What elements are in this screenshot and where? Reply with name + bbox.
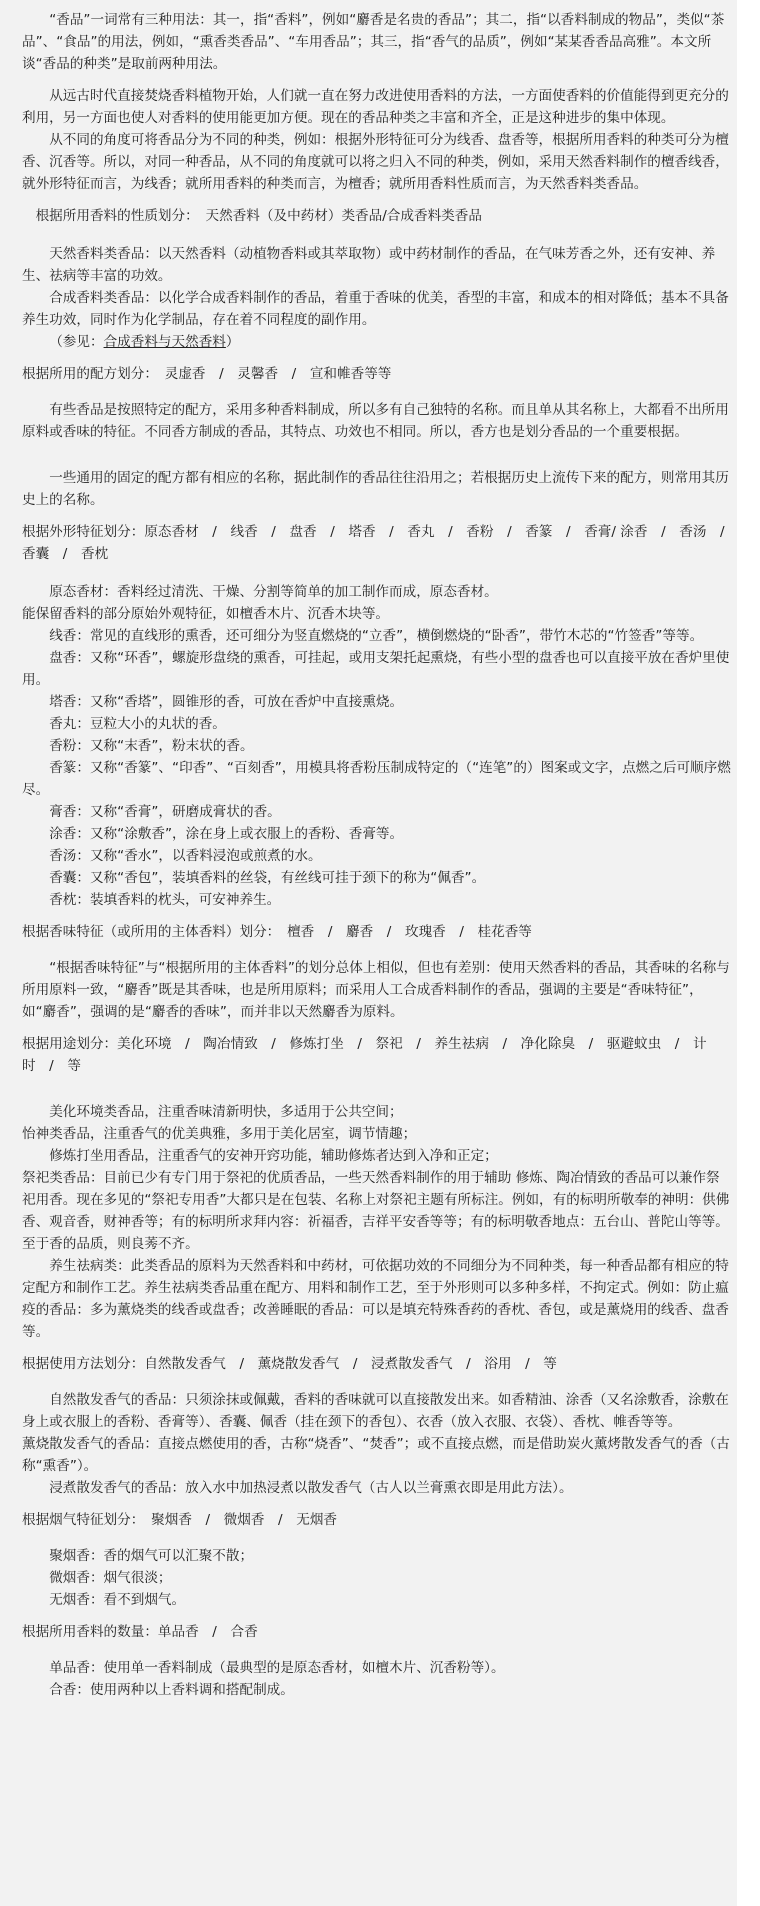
section-heading-method: 根据使用方法划分：自然散发香气 / 薰烧散发香气 / 浸煮散发香气 / 浴用 / 等 [22, 1356, 557, 1372]
section-item: 能保留香料的部分原始外观特征，如檀香木片、沉香木块等。 [22, 606, 390, 622]
section-item: 聚烟香：香的烟气可以汇聚不散； [49, 1548, 254, 1564]
section-item: 自然散发香气的香品：只须涂抹或佩戴，香料的香味就可以直接散发出来。如香精油、涂香（又名涂敷香，涂敷在身上或衣服上的香粉、香膏等）、香囊、佩香（挂在颈下的香包）、衣香（放入衣服、衣袋）、香枕、帷香等等。 [22, 1392, 729, 1430]
section-heading-nature: 根据所用香料的性质划分： 天然香料（及中药材）类香品/合成香料类香品 [35, 208, 482, 224]
section-heading-usage: 根据用途划分：美化环境 / 陶冶情致 / 修炼打坐 / 祭祀 / 养生祛病 / 净化除臭 / 驱避蚊虫 / 计时 / 等 [22, 1036, 707, 1074]
section-item: 合香：使用两种以上香料调和搭配制成。 [49, 1682, 294, 1698]
section-item: 祭祀类香品：目前已少有专门用于祭祀的优质香品，一些天然香料制作的用于辅助 修炼、陶冶情致的香品可以兼作祭祀用香。现在多见的“祭祀专用香”大都只是在包装、名称上对祭祀主题有所标注。例如，有的标明所敬奉的神明：供佛香、观音香，财神香等；有的标明所求拜内容：祈福香，吉祥平安香等等；有的标明敬香地点：五台山、普陀山等等。至于香的品质，则良莠不齐。 [22, 1170, 730, 1252]
section-item: 盘香：又称“环香”，螺旋形盘绕的熏香，可挂起，或用支架托起熏烧，有些小型的盘香也可以直接平放在香炉里使用。 [22, 650, 730, 688]
section-heading-quantity: 根据所用香料的数量：单品香 / 合香 [22, 1624, 258, 1640]
section-item: 薰烧散发香气的香品：直接点燃使用的香，古称“烧香”、“焚香”；或不直接点燃，而是借助炭火薰烤散发香气的香（古称“熏香”）。 [22, 1436, 730, 1474]
section-item: 原态香材：香料经过清洗、干燥、分割等简单的加工制作而成，原态香材。 [49, 584, 498, 600]
section-item: 微烟香：烟气很淡； [49, 1570, 172, 1586]
section-item: 香枕：装填香料的枕头，可安神养生。 [49, 892, 281, 908]
section-item: “根据香味特征”与“根据所用的主体香料”的划分总体上相似，但也有差别：使用天然香料的香品，其香味的名称与所用原料一致，“麝香”既是其香味，也是所用原料；而采用人工合成香料制作的香品，强调的主要是“香味特征”，如“麝香”，强调的是“麝香的香味”，而并非以天然麝香为原料。 [22, 960, 730, 1020]
section-item: 香篆：又称“香篆”、“印香”、“百刻香”，用模具将香粉压制成特定的（“连笔”的）图案或文字，点燃之后可顺序燃尽。 [22, 760, 731, 798]
section-item: 美化环境类香品，注重香味清新明快，多适用于公共空间； [49, 1104, 403, 1120]
history-paragraph: 从远古时代直接焚烧香料植物开始，人们就一直在努力改进使用香料的方法，一方面使香料的价值能得到更充分的利用，另一方面也使人对香料的使用能更加方便。现在的香品种类之丰富和齐全，正是这种进步的集中体现。 [22, 88, 729, 126]
section-item: 香粉：又称“末香”，粉末状的香。 [49, 738, 254, 754]
angles-paragraph: 从不同的角度可将香品分为不同的种类，例如：根据外形特征可分为线香、盘香等，根据所用香料的种类可分为檀香、沉香等。所以，对同一种香品，从不同的角度就可以将之归入不同的种类，例如，采用天然香料制作的檀香线香，就外形特征而言，为线香；就所用香料的种类而言，为檀香；就所用香料性质而言，为天然香料类香品。 [22, 132, 729, 192]
section-item: 天然香料类香品：以天然香料（动植物香料或其萃取物）或中药材制作的香品，在气味芳香之外，还有安神、养生、祛病等丰富的功效。 [22, 246, 716, 284]
section-item: 一些通用的固定的配方都有相应的名称，据此制作的香品往往沿用之；若根据历史上流传下来的配方，则常用其历史上的名称。 [22, 470, 729, 508]
section-item: 浸煮散发香气的香品：放入水中加热浸煮以散发香气（古人以兰膏熏衣即是用此方法）。 [49, 1480, 573, 1496]
section-item: 怡神类香品，注重香气的优美典雅，多用于美化居室，调节情趣； [22, 1126, 417, 1142]
section-item: 合成香料类香品：以化学合成香料制作的香品，着重于香味的优美，香型的丰富，和成本的相对降低；基本不具备养生功效，同时作为化学制品，存在着不同程度的副作用。 [22, 290, 729, 328]
section-heading-smoke: 根据烟气特征划分： 聚烟香 / 微烟香 / 无烟香 [22, 1512, 338, 1528]
section-item: 香丸：豆粒大小的丸状的香。 [49, 716, 226, 732]
reference-line: （参见：合成香料与天然香料） [49, 334, 240, 350]
section-item: 养生祛病类：此类香品的原料为天然香料和中药材，可依据功效的不同细分为不同种类，每一种香品都有相应的特定配方和制作工艺。养生祛病类香品重在配方、用料和制作工艺，至于外形则可以多种多样，不拘定式。例如：防止瘟疫的香品：多为薰烧类的线香或盘香；改善睡眠的香品：可以是填充特殊香药的香枕、香包，或是薰烧用的线香、盘香等。 [22, 1258, 729, 1340]
section-item: 香囊：又称“香包”，装填香料的丝袋，有丝线可挂于颈下的称为“佩香”。 [49, 870, 486, 886]
section-item: 有些香品是按照特定的配方，采用多种香料制成，所以多有自己独特的名称。而且单从其名称上，大都看不出所用原料或香味的特征。不同香方制成的香品，其特点、功效也不相同。所以，香方也是划分香品的一个重要根据。 [22, 402, 729, 440]
section-item: 涂香：又称“涂敷香”，涂在身上或衣服上的香粉、香膏等。 [49, 826, 404, 842]
section-item: 膏香：又称“香膏”，研磨成膏状的香。 [49, 804, 281, 820]
section-item: 线香：常见的直线形的熏香，还可细分为竖直燃烧的“立香”，横倒燃烧的“卧香”，带竹木芯的“竹签香”等等。 [49, 628, 704, 644]
intro-paragraph: “香品”一词常有三种用法：其一，指“香料”，例如“麝香是名贵的香品”；其二，指“以香料制成的物品”，类似“茶品”、“食品”的用法，例如，“熏香类香品”、“车用香品”；其三，指“香气的品质”，例如“某某香香品高雅”。本文所谈“香品的种类”是取前两种用法。 [22, 12, 725, 72]
section-item: 香汤：又称“香水”，以香料浸泡或煎煮的水。 [49, 848, 322, 864]
section-item: 修炼打坐用香品，注重香气的安神开窍功能，辅助修炼者达到入净和正定； [49, 1148, 498, 1164]
section-item: 单品香：使用单一香料制成（最典型的是原态香材，如檀木片、沉香粉等）。 [49, 1660, 505, 1676]
section-item: 无烟香：看不到烟气。 [49, 1592, 186, 1608]
section-heading-scent: 根据香味特征（或所用的主体香料）划分： 檀香 / 麝香 / 玫瑰香 / 桂花香等 [22, 924, 532, 940]
section-heading-formula: 根据所用的配方划分： 灵虚香 / 灵馨香 / 宣和帷香等等 [22, 366, 392, 382]
section-heading-shape: 根据外形特征划分：原态香材 / 线香 / 盘香 / 塔香 / 香丸 / 香粉 / 香篆 / 香膏/ 涂香 / 香汤 / 香囊 / 香枕 [22, 524, 739, 562]
section-item: 塔香：又称“香塔”，圆锥形的香，可放在香炉中直接熏烧。 [49, 694, 404, 710]
reference-link[interactable]: 合成香料与天然香料 [103, 334, 226, 350]
